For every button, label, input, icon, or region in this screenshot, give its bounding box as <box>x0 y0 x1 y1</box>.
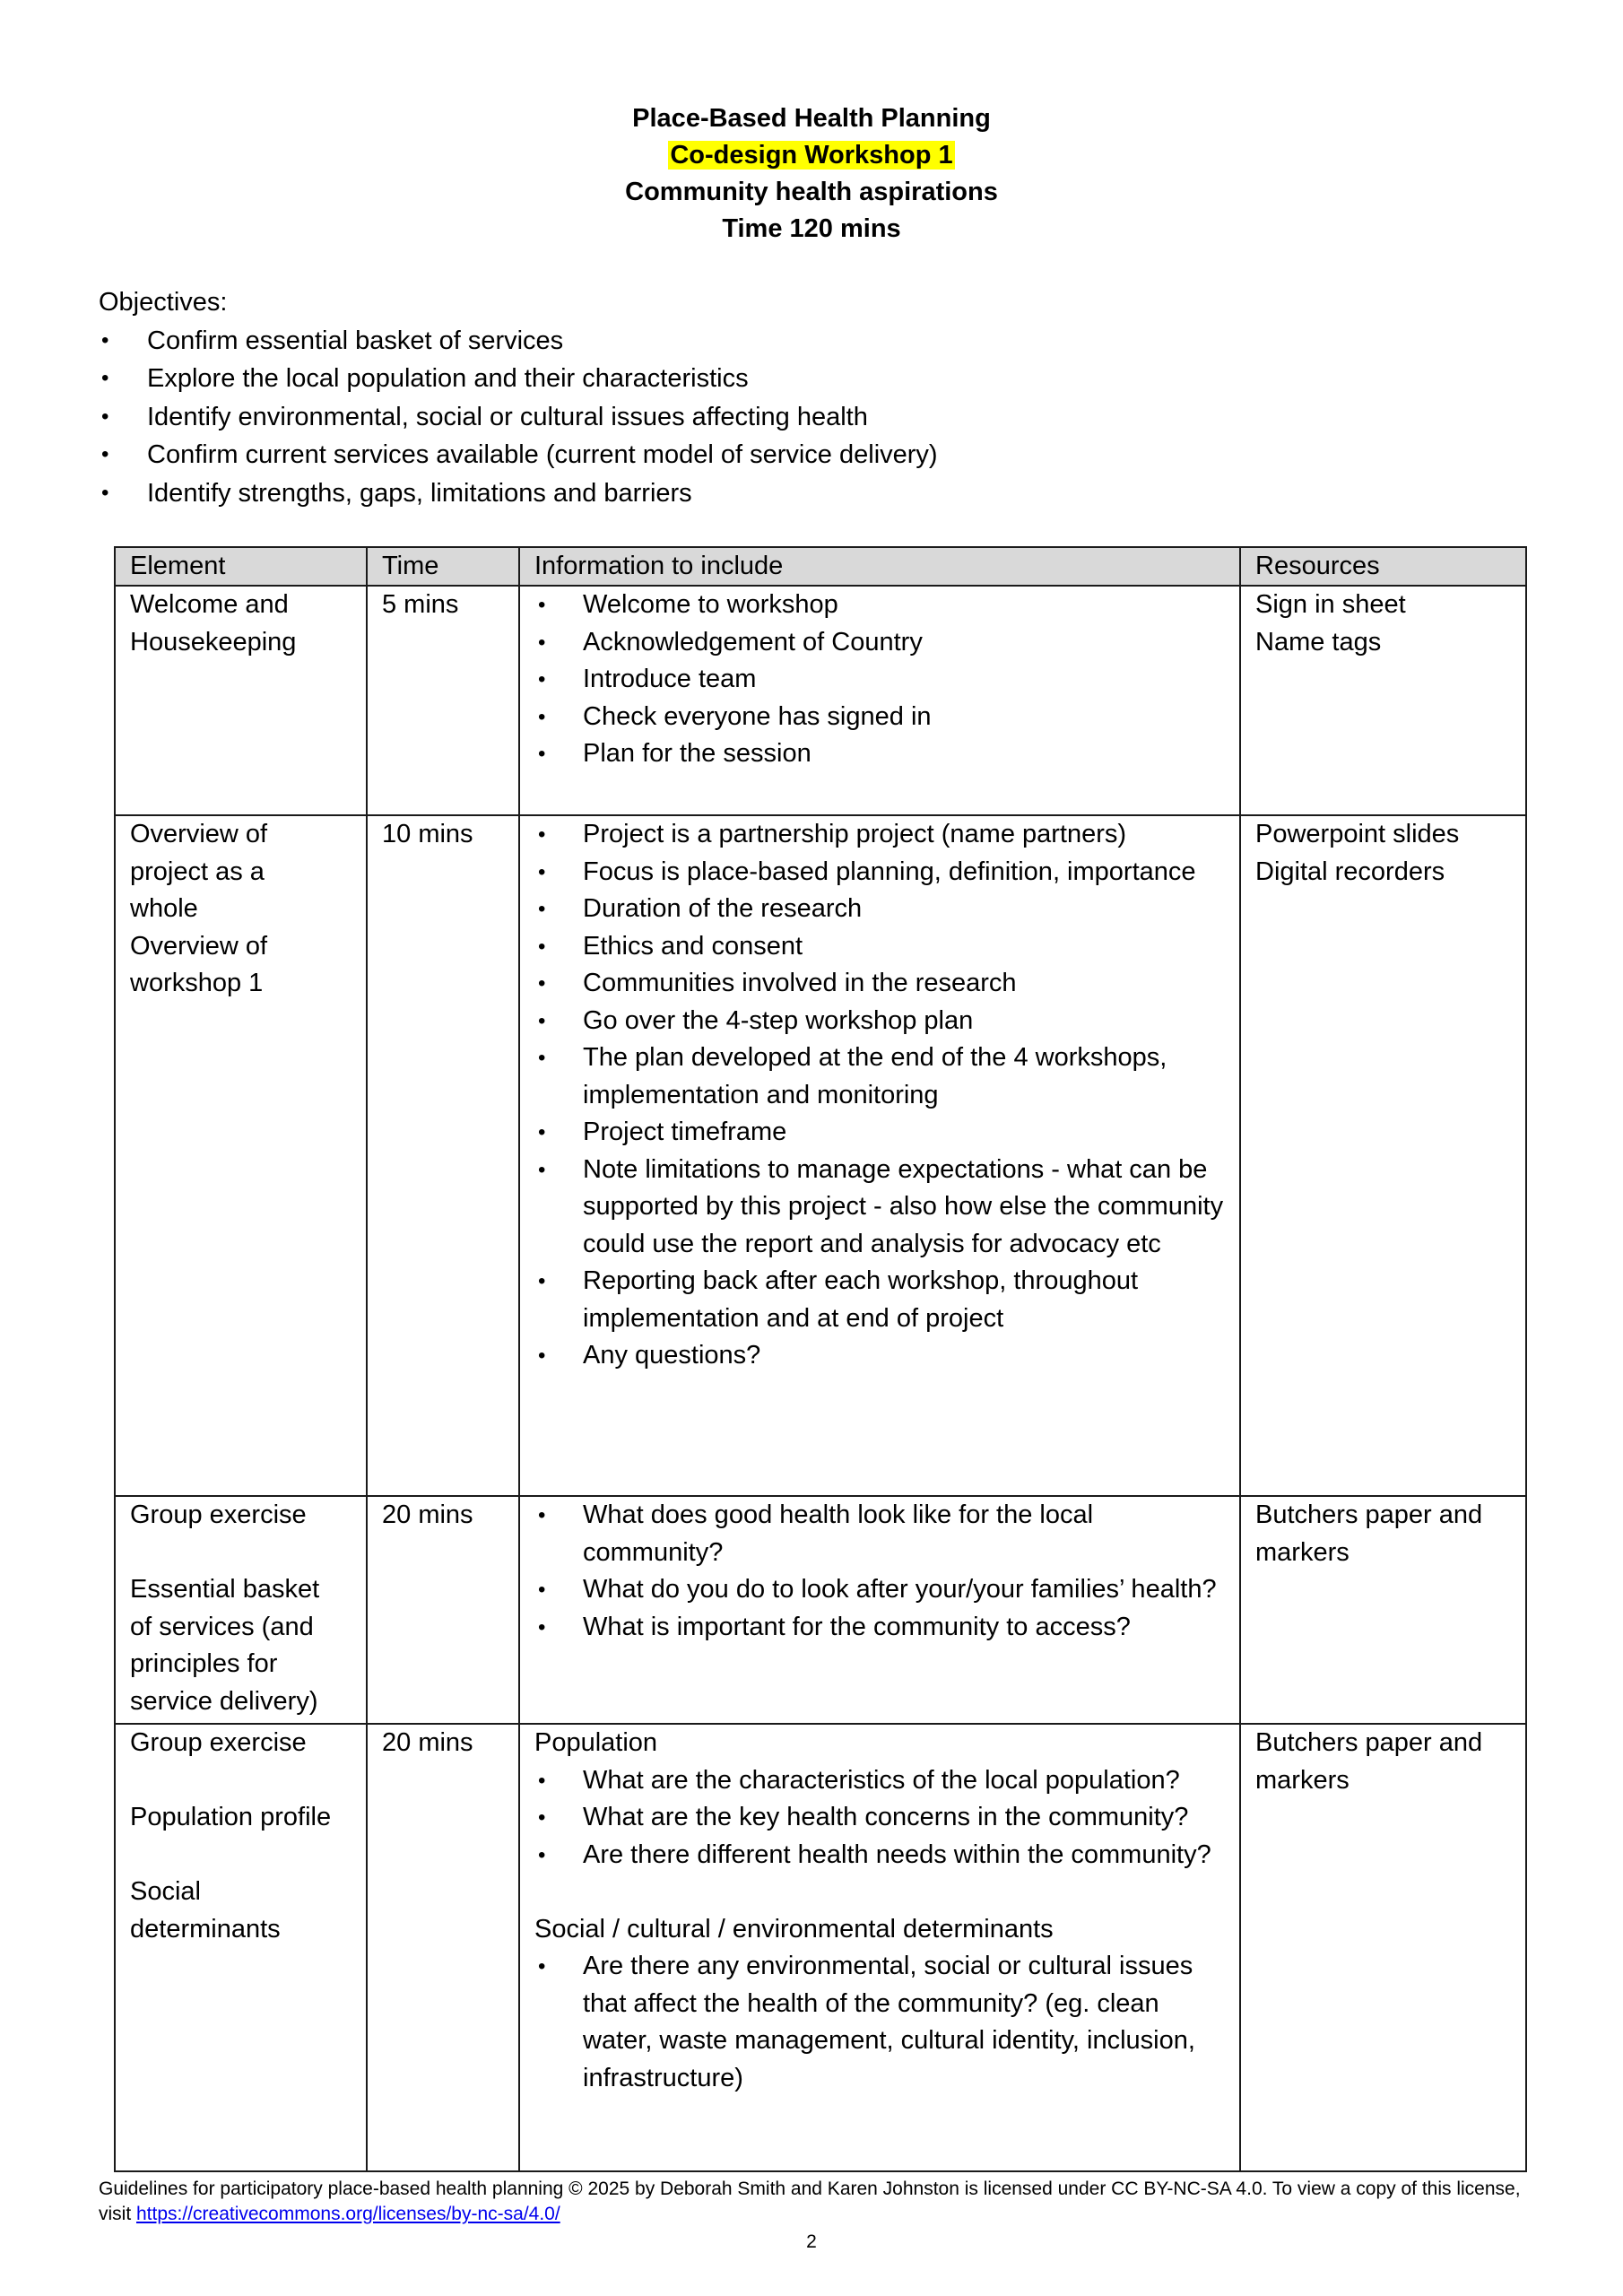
bullet-icon: • <box>538 1344 546 1368</box>
bullet-icon: • <box>538 1805 546 1830</box>
info-item: • Ethics and consent <box>534 928 1227 966</box>
objective-item: • Confirm current services available (current model of service delivery) <box>99 436 1533 474</box>
info-list <box>534 1497 1227 1646</box>
info-item: • The plan developed at the end of the 4 workshops, implementation and monitoring <box>534 1039 1227 1114</box>
bullet-icon: • <box>538 742 546 766</box>
table-row <box>115 1496 1526 1724</box>
license-link[interactable]: https://creativecommons.org/licenses/by-nc-sa/4.0/ <box>136 2204 560 2224</box>
bullet-icon: • <box>538 1046 546 1070</box>
bullet-icon: • <box>101 442 109 466</box>
info-item: • Acknowledgement of Country <box>534 624 1227 662</box>
document-header <box>0 100 1623 248</box>
element-cell: Overview of project as a whole Overview of workshop 1 <box>115 815 367 1496</box>
info-item: • Any questions? <box>534 1337 1227 1375</box>
bullet-icon: • <box>538 630 546 655</box>
bullet-icon: • <box>538 1503 546 1527</box>
info-list <box>534 816 1227 1375</box>
objective-item: • Identify environmental, social or cultural issues affecting health <box>99 398 1533 437</box>
time-cell: 20 mins <box>367 1724 519 2171</box>
bullet-icon: • <box>538 934 546 959</box>
license-footer <box>99 2177 1533 2227</box>
bullet-icon: • <box>538 859 546 884</box>
workshop-title-highlighted: Co-design Workshop 1 <box>670 141 953 170</box>
bullet-icon: • <box>101 404 109 429</box>
info-subheading-population: Population <box>534 1728 658 1757</box>
info-list <box>534 1948 1227 2097</box>
bullet-icon: • <box>101 480 109 505</box>
bullet-icon: • <box>538 704 546 729</box>
bullet-icon: • <box>538 1157 546 1182</box>
workshop-plan-table <box>114 546 1527 2172</box>
information-cell <box>519 815 1240 1496</box>
element-cell: Welcome and Housekeeping <box>115 586 367 815</box>
bullet-icon: • <box>538 1008 546 1033</box>
objectives-list <box>99 322 1533 513</box>
resources-cell: Butchers paper and markers <box>1240 1724 1526 2171</box>
objectives-section <box>99 283 1533 512</box>
workshop-theme: Community health aspirations <box>625 178 998 206</box>
bullet-icon: • <box>538 971 546 996</box>
column-header-resources: Resources <box>1240 547 1526 586</box>
info-subheading-determinants: Social / cultural / environmental determinants <box>534 1914 1054 1944</box>
bullet-icon: • <box>538 822 546 847</box>
info-item: • What does good health look like for the local community? <box>534 1497 1227 1571</box>
bullet-icon: • <box>538 1578 546 1602</box>
document-title: Place-Based Health Planning <box>632 104 991 133</box>
bullet-icon: • <box>538 1614 546 1639</box>
element-cell: Group exercise Population profile Social determinants <box>115 1724 367 2171</box>
table-row <box>115 586 1526 815</box>
info-item: • Focus is place-based planning, definition, importance <box>534 854 1227 891</box>
bullet-icon: • <box>538 897 546 921</box>
time-cell: 10 mins <box>367 815 519 1496</box>
info-item: • Duration of the research <box>534 891 1227 928</box>
info-item: • Reporting back after each workshop, throughout implementation and at end of project <box>534 1263 1227 1337</box>
column-header-time: Time <box>367 547 519 586</box>
info-list <box>534 1762 1227 1874</box>
info-item: • What do you do to look after your/your families’ health? <box>534 1571 1227 1609</box>
info-item: • Are there different health needs within the community? <box>534 1837 1227 1874</box>
element-cell: Group exercise Essential basket of services (and principles for service delivery) <box>115 1496 367 1724</box>
info-item: • What are the key health concerns in the community? <box>534 1799 1227 1837</box>
table-row <box>115 815 1526 1496</box>
objective-item: • Identify strengths, gaps, limitations and barriers <box>99 474 1533 513</box>
bullet-icon: • <box>538 1842 546 1867</box>
objective-item: • Explore the local population and their characteristics <box>99 360 1533 398</box>
bullet-icon: • <box>101 366 109 390</box>
bullet-icon: • <box>538 1768 546 1793</box>
column-header-information: Information to include <box>519 547 1240 586</box>
objective-item: • Confirm essential basket of services <box>99 322 1533 361</box>
info-item: • Go over the 4-step workshop plan <box>534 1003 1227 1040</box>
bullet-icon: • <box>538 1269 546 1293</box>
resources-cell: Sign in sheet Name tags <box>1240 586 1526 815</box>
info-list <box>534 587 1227 773</box>
info-item: • Plan for the session <box>534 735 1227 773</box>
info-item: • What is important for the community to access? <box>534 1609 1227 1647</box>
bullet-icon: • <box>101 327 109 352</box>
workshop-duration: Time 120 mins <box>722 214 901 243</box>
resources-cell: Powerpoint slides Digital recorders <box>1240 815 1526 1496</box>
bullet-icon: • <box>538 1954 546 1979</box>
information-cell <box>519 586 1240 815</box>
column-header-element: Element <box>115 547 367 586</box>
info-item: • Project timeframe <box>534 1114 1227 1152</box>
table-header-row <box>115 547 1526 586</box>
info-item: • Check everyone has signed in <box>534 699 1227 736</box>
information-cell <box>519 1496 1240 1724</box>
bullet-icon: • <box>538 1120 546 1144</box>
info-item: • Introduce team <box>534 661 1227 699</box>
information-cell <box>519 1724 1240 2171</box>
resources-cell: Butchers paper and markers <box>1240 1496 1526 1724</box>
page-number: 2 <box>806 2231 817 2252</box>
time-cell: 20 mins <box>367 1496 519 1724</box>
info-item: • Are there any environmental, social or cultural issues that affect the health of the community? (eg. clean water, waste management, cultural identity, inclusion, infrastructure) <box>534 1948 1227 2097</box>
info-item: • Communities involved in the research <box>534 965 1227 1003</box>
bullet-icon: • <box>538 593 546 617</box>
info-item: • Welcome to workshop <box>534 587 1227 624</box>
table-row <box>115 1724 1526 2171</box>
info-item: • Note limitations to manage expectations - what can be supported by this project - also how else the community could use the report and analysis for advocacy etc <box>534 1152 1227 1264</box>
info-item: • Project is a partnership project (name partners) <box>534 816 1227 854</box>
license-text: Guidelines for participatory place-based health planning © 2025 by Deborah Smith and Karen Johnston is licensed under CC BY-NC-SA 4.0. To view a copy of this license, visit <box>99 2179 1521 2224</box>
bullet-icon: • <box>538 667 546 691</box>
objectives-label: Objectives: <box>99 288 228 317</box>
time-cell: 5 mins <box>367 586 519 815</box>
info-item: • What are the characteristics of the local population? <box>534 1762 1227 1800</box>
